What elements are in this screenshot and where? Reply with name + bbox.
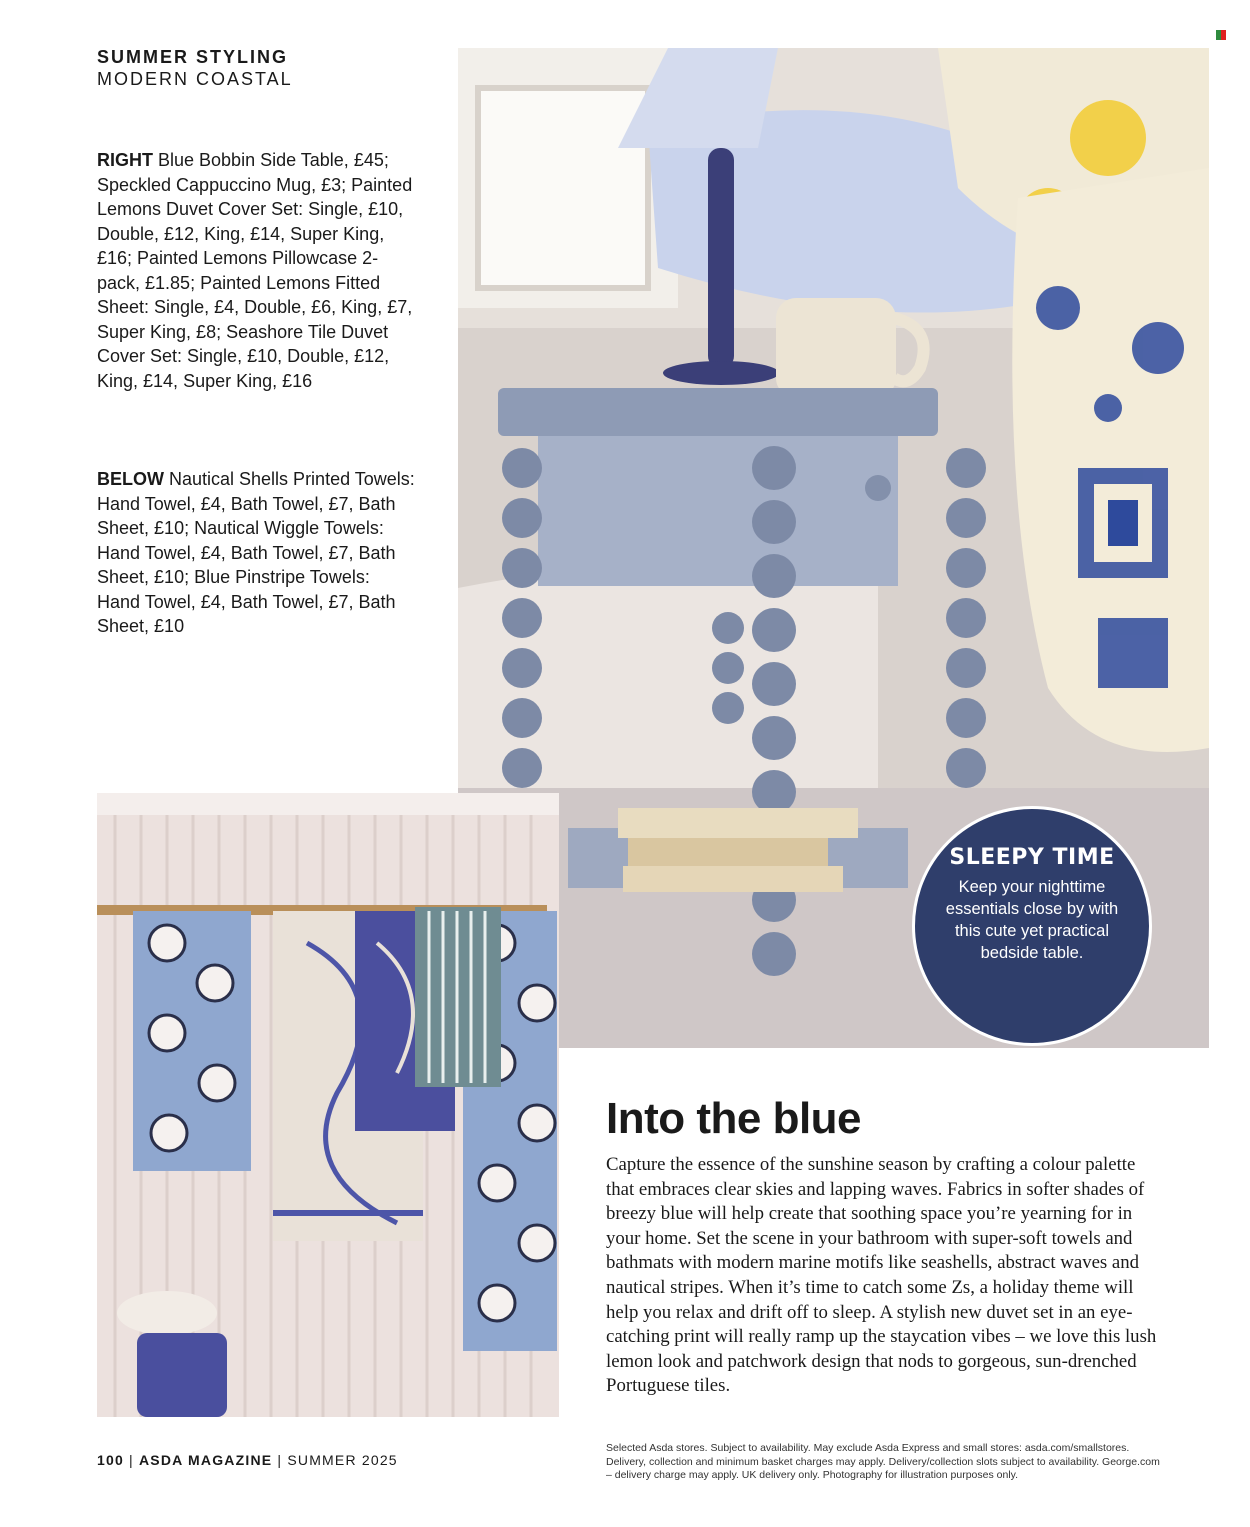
footer-separator: | [123, 1452, 139, 1468]
sleepy-time-badge [912, 806, 1152, 1046]
footer-separator: | [272, 1452, 288, 1468]
badge-text: Keep your nighttime essentials close by with this cute yet practical bedside table. [945, 878, 1119, 962]
product-credits-right [97, 148, 417, 393]
article-body: Capture the essence of the sunshine season by crafting a colour palette that embraces clear skies and lapping waves. Fabrics in softer shades of breezy blue will help create that soothing space you’re yearning for in your home. Set the scene in your bathroom with super-soft towels and bathmats with modern marine motifs like seashells, abstract waves and nautical stripes. When it’s time to catch some Zs, a holiday theme will help you relax and drift off to sleep. A stylish new duvet set in an eye-catching print will really ramp up the staycation vibes – we love this lush lemon look and patchwork design that nods to gorgeous, sun-drenched Portuguese tiles. [606, 1154, 1157, 1397]
issue-name: SUMMER 2025 [287, 1452, 398, 1468]
credits-below-label: BELOW [97, 469, 164, 489]
credits-below-text: Nautical Shells Printed Towels: Hand Towel, £4, Bath Towel, £7, Bath Sheet, £10; Nautical Wiggle Towels: Hand Towel, £4, Bath Towel, £7, Bath Sheet, £10; Blue Pinstripe Towels: Hand Towel, £4, Bath Towel, £7, Bath Sheet, £10 [97, 469, 415, 636]
credits-right-text: Blue Bobbin Side Table, £45; Speckled Cappuccino Mug, £3; Painted Lemons Duvet Cover Set: Single, £10, Double, £12, King, £14, Super King, £16; Painted Lemons Pillowcase 2-pack, £1.85; Painted Lemons Fitted Sheet: Single, £4, Double, £6, King, £7, Super King, £8; Seashore Tile Duvet Cover Set: Single, £10, Double, £12, King, £14, Super King, £16 [97, 150, 413, 391]
product-credits-below [97, 467, 417, 639]
bathroom-towels-photo [97, 793, 559, 1417]
page-footer [97, 1452, 398, 1468]
brand-mark-icon [1216, 30, 1226, 40]
article-headline: Into the blue [606, 1094, 862, 1143]
badge-title: SLEEPY TIME [949, 845, 1115, 870]
legal-disclaimer: Selected Asda stores. Subject to availability. May exclude Asda Express and small stores: asda.com/smallstores. Delivery, collection and minimum basket charges may apply. Delivery/collection slots subject to availability. George.com – delivery charge may apply. UK delivery only. Photography for illustration purposes only. [606, 1442, 1160, 1481]
section-title: SUMMER STYLING [97, 47, 289, 67]
magazine-name: ASDA MAGAZINE [139, 1452, 273, 1468]
credits-right-label: RIGHT [97, 150, 153, 170]
page-number: 100 [97, 1452, 124, 1468]
section-subtitle: MODERN COASTAL [97, 69, 293, 89]
section-kicker [97, 46, 293, 90]
